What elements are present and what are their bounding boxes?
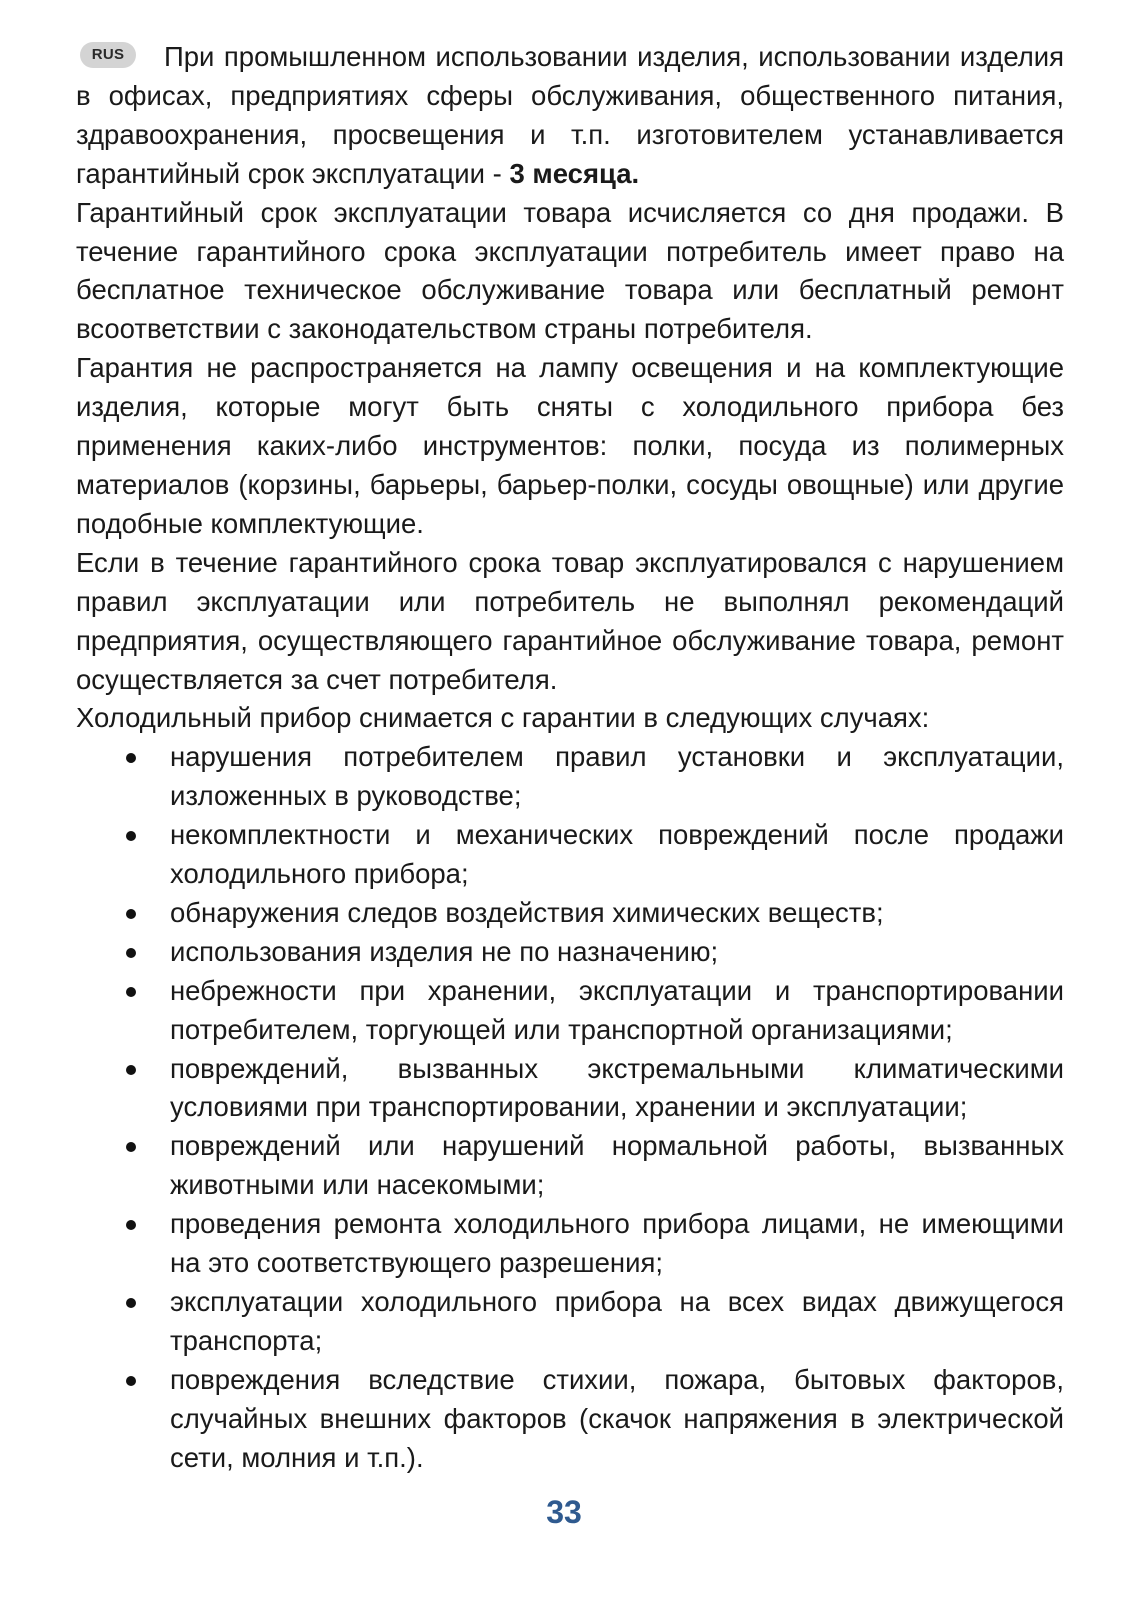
list-item-text: использования изделия не по назначению;	[170, 935, 719, 967]
list-item-text: проведения ремонта холодильного прибора лицами, не имеющими на это соответствующего разрешения;	[170, 1208, 1064, 1279]
warranty-period: 3 месяца.	[509, 157, 640, 189]
paragraph-warranty-start: Гарантийный срок эксплуатации товара исчисляется со дня продажи. В течение гарантийного срока эксплуатации потребитель имеет право на бесплатное техническое обслуживание товара или бесплатный ремонт всоответствии с законодательством страны потребителя.	[76, 196, 1064, 345]
bullet-icon	[126, 1298, 136, 1308]
list-item-text: повреждений, вызванных экстремальными климатическими условиями при транспортировании, хранении и эксплуатации;	[170, 1052, 1064, 1123]
bullet-icon	[126, 1142, 136, 1152]
bullet-icon	[126, 987, 136, 997]
list-item	[170, 1361, 1064, 1478]
paragraph-cases-heading: Холодильный прибор снимается с гарантии в следующих случаях:	[76, 702, 930, 734]
bullet-icon	[126, 753, 136, 763]
list-item	[170, 972, 1064, 1050]
intro-text: При промышленном использовании изделия, использовании изделия в офисах, предприятиях сферы обслуживания, общественного питания, здравоохранения, просвещения и т.п. изготовителем устанавливается гарантийный срок эксплуатации -	[76, 41, 1064, 189]
list-item	[170, 738, 1064, 816]
bullet-icon	[126, 948, 136, 958]
list-item	[170, 1205, 1064, 1283]
list-item-text: нарушения потребителем правил установки и эксплуатации, изложенных в руководстве;	[170, 741, 1064, 812]
paragraph-exclusions: Гарантия не распространяется на лампу освещения и на комплектующие изделия, которые могут быть сняты с холодильного прибора без применения каких-либо инструментов: полки, посуда из полимерных материалов (корзины, барьеры, барьер-полки, сосуды овощные) или другие подобные комплектующие.	[76, 352, 1064, 539]
cases-list	[76, 738, 1064, 1477]
paragraph-violation: Если в течение гарантийного срока товар эксплуатировался с нарушением правил эксплуатации или потребитель не выполнял рекомендаций предприятия, осуществляющего гарантийное обслуживание товара, ремонт осуществляется за счет потребителя.	[76, 546, 1064, 695]
bullet-icon	[126, 831, 136, 841]
list-item	[170, 816, 1064, 894]
bullet-icon	[126, 909, 136, 919]
list-item-text: повреждений или нарушений нормальной работы, вызванных животными или насекомыми;	[170, 1130, 1064, 1201]
bullet-icon	[126, 1376, 136, 1386]
warranty-text	[76, 38, 1064, 1478]
list-item-text: некомплектности и механических повреждений после продажи холодильного прибора;	[170, 819, 1064, 890]
list-item-text: небрежности при хранении, эксплуатации и транспортировании потребителем, торгующей или транспортной организациями;	[170, 974, 1064, 1045]
bullet-icon	[126, 1220, 136, 1230]
list-item-text: обнаружения следов воздействия химических веществ;	[170, 896, 884, 928]
list-item	[170, 1283, 1064, 1361]
list-item-text: повреждения вследствие стихии, пожара, бытовых факторов, случайных внешних факторов (скачок напряжения в электрической сети, молния и т.п.).	[170, 1363, 1064, 1473]
page-number: 33	[546, 1494, 582, 1530]
list-item	[170, 1050, 1064, 1128]
bullet-icon	[126, 1065, 136, 1075]
list-item	[170, 1127, 1064, 1205]
language-badge: RUS	[80, 42, 136, 68]
list-item	[170, 894, 1064, 933]
list-item-text: эксплуатации холодильного прибора на всех видах движущегося транспорта;	[170, 1286, 1064, 1356]
intro-paragraph	[76, 38, 1064, 194]
list-item	[170, 933, 1064, 972]
